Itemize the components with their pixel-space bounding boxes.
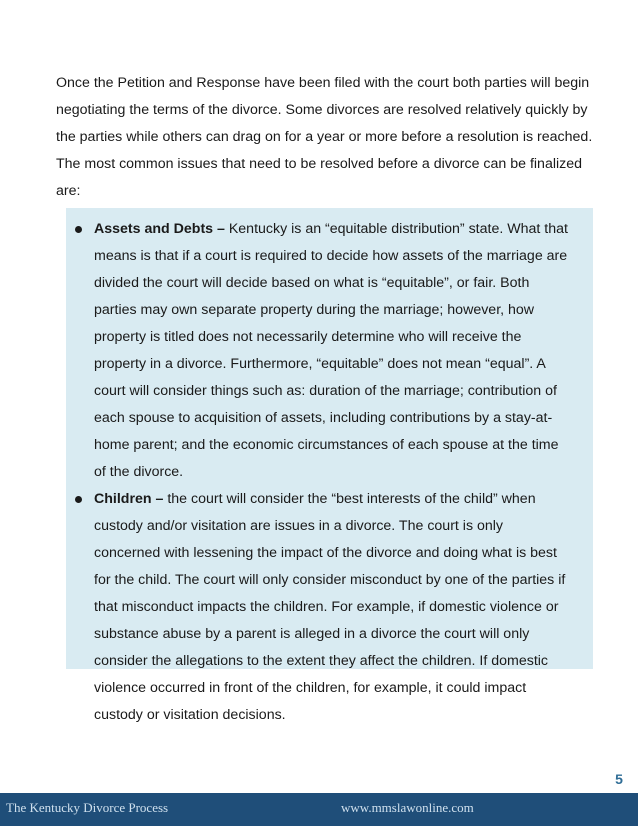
bullet-icon bbox=[75, 226, 82, 233]
bullet-icon bbox=[75, 496, 82, 503]
footer-website-link[interactable]: www.mmslawonline.com bbox=[341, 800, 474, 815]
intro-paragraph: Once the Petition and Response have been filed with the court both parties will begin negotiating the terms of the divorce. Some divorces are resolved relatively quickly by the parties while others can drag on for a year or more before a resolution is reached. The most common issues that need to be resolved before a divorce can be finalized are: bbox=[56, 75, 593, 199]
list-item-children bbox=[72, 486, 572, 729]
page-number: 5 bbox=[605, 766, 633, 792]
footer-document-title: The Kentucky Divorce Process bbox=[6, 800, 169, 815]
issue-term: Assets and Debts – bbox=[94, 221, 225, 237]
issue-description: the court will consider the “best interests of the child” when custody and/or visitation are issues in a divorce. The court is only concerned with lessening the impact of the divorce and doing what is best for the child. The court will only consider misconduct by one of the parties if that misconduct impacts the children. For example, if domestic violence or substance abuse by a parent is alleged in a divorce the court will only consider the allegations to the extent they affect the children. If domestic violence occurred in front of the children, for example, it could impact custody or visitation decisions. bbox=[94, 491, 566, 723]
issue-description: Kentucky is an “equitable distribution” state. What that means is that if a court is required to decide how assets of the marriage are divided the court will decide based on what is “equitable”, or fair. Both parties may own separate property during the marriage; however, how property is titled does not necessarily determine who will receive the property in a divorce. Furthermore, “equitable” does not mean “equal”. A court will consider things such as: duration of the marriage; contribution of each spouse to acquisition of assets, including contributions by a stay-at-home parent; and the economic circumstances of each spouse at the time of the divorce. bbox=[94, 221, 568, 480]
issue-term: Children – bbox=[94, 491, 164, 507]
list-item-assets-and-debts bbox=[72, 216, 572, 486]
issues-list bbox=[72, 216, 572, 729]
